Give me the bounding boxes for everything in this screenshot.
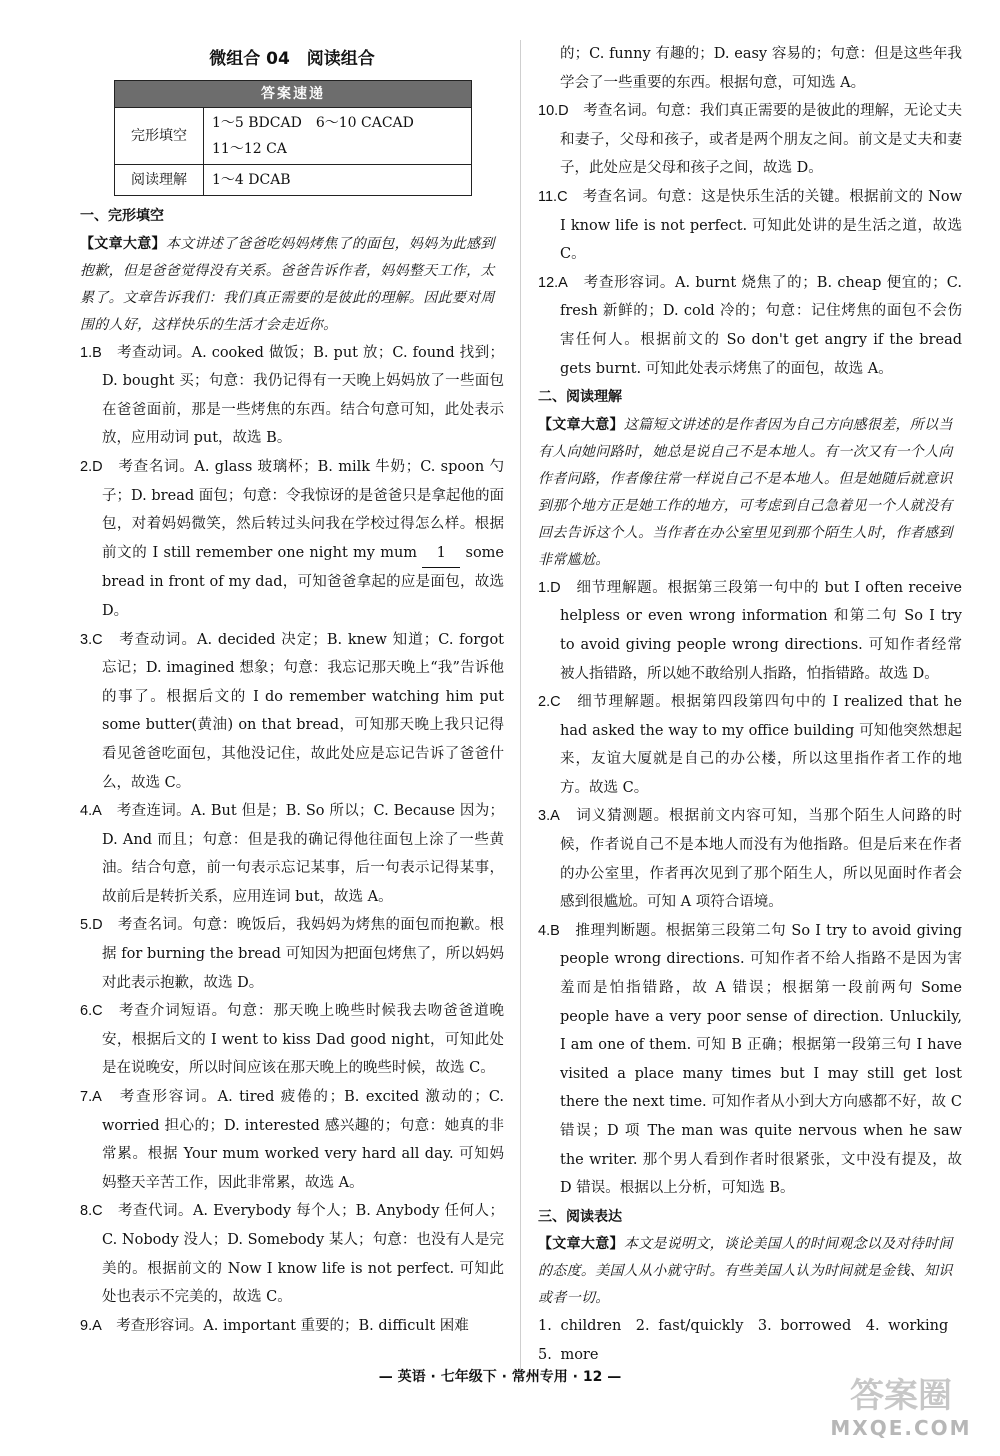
summary-line: 这篇短文讲述的是作者因为自己方向感很差，所: [623, 416, 925, 433]
explanation-item: [80, 997, 504, 1083]
item-number: 6.C: [80, 1003, 103, 1020]
item-text: 考查形容词。A. important 重要的；B. difficult 困难: [116, 1317, 469, 1334]
item-text: some bread in front of my dad，可知爸爸拿起的应是面包，故选 D。: [102, 544, 505, 619]
item-text: 考查形容词。A. burnt 烧焦了的；B. cheap 便宜的；C. fresh 新鲜的；D. cold 冷的；句意：记住烤焦的面包不会伤害任何人。根据前文的 So don't get angry if the bread gets burnt. 可知此处表示烤焦了的面包，故选 A。: [560, 274, 962, 377]
answer-row-cloze: [204, 108, 472, 165]
summary-line: 天工作，太累了。文章告诉我们：我们真正需要的是彼此的: [80, 262, 495, 306]
item-number: 3.A: [538, 808, 560, 825]
item-number: 2.C: [538, 694, 561, 711]
explanation-item: [80, 1197, 504, 1311]
watermark-url: MXQE.COM: [830, 1416, 972, 1440]
summary-tag: 【文章大意】: [80, 235, 166, 252]
explanation-item: [538, 97, 962, 183]
explanation-item: [538, 183, 962, 269]
section-heading-expression: 三、阅读表达: [538, 1208, 622, 1225]
answer-line: 1～4 DCAB: [212, 172, 291, 188]
column-divider: [520, 40, 521, 1380]
blank-number: 1: [422, 539, 460, 569]
explanation-item: [80, 1312, 504, 1341]
explanation-item: [538, 269, 962, 383]
summary-line: 有一个人向作者问路，作者像往常一样说自己不是本地人。: [538, 443, 953, 487]
explanation-item: [80, 453, 504, 626]
item-number: 5.D: [80, 917, 103, 934]
summary-line: 时间的态度。美国人从小就守时。有些美国人认为时间就: [538, 1236, 953, 1280]
answer-line: 1～5 BDCAD 6～10 CACAD: [212, 115, 414, 131]
article-summary-expression: [538, 1231, 962, 1312]
explanation-item: [80, 1083, 504, 1197]
item-text: 考查名词。句意：我们真正需要的是彼此的理解，无论丈夫和妻子，父母和孩子，或者是两个朋友之间。前文是丈夫和妻子，此处应是父母和孩子之间，故选 D。: [560, 103, 963, 177]
summary-line: 感到抱歉，但是爸爸觉得没有关系。爸爸告诉作者，妈妈整: [80, 235, 495, 279]
item-text: 考查名词。句意：这是快乐生活的关键。根据前文的 Now I know life is not perfect. 可知此处讲的是生活之道，故选 C。: [560, 188, 963, 263]
watermark-text: 答案圈: [850, 1376, 952, 1416]
item-number: 4.A: [80, 803, 102, 820]
answer-table-header: 答案速递: [115, 81, 472, 108]
summary-line: 理解。因此要对周围的人好，这样快乐的生活才会走近你。: [80, 289, 495, 333]
item-text: 考查动词。A. cooked 做饭；B. put 放；C. found 找到；D. bought 买；句意：我仍记得有一天晚上妈妈放了一些面包在爸爸面前，那是一些烤焦的东西。结合句意可知，此处表示放，应用动词 put，故选 B。: [102, 344, 504, 447]
item-text: 考查名词。A. glass 玻璃杯；B. milk 牛奶；C. spoon 勺子；D. bread 面包；句意：令我惊讶的是爸爸只是拿起他的面包，对着妈妈微笑，然后转过头问我在学校过得怎么样。根据前文的 I still remember one night my mum: [102, 458, 505, 561]
expression-answers-line: 1. children 2. fast/quickly 3. borrowed 4. working: [538, 1318, 949, 1335]
summary-line: 本文讲述了爸爸吃妈妈烤焦了的面包，妈妈为此: [165, 235, 467, 252]
item-number: 2.D: [80, 458, 103, 475]
item-text: 考查动词。A. decided 决定；B. knew 知道；C. forgot 忘记；D. imagined 想象；句意：我忘记那天晚上“我”告诉他的事了。根据后文的 I do remember watching him put some butter(黄油) on that bread，可知那天晚上我只记得看见爸爸吃面包，其他没记住，故此处应是忘记告诉了爸爸什么，故选 C。: [102, 631, 505, 791]
explanation-continuation: 的；C. funny 有趣的；D. easy 容易的；句意：但是这些年我学会了一些重要的东西。根据句意，可知选 A。: [560, 46, 962, 91]
summary-line: 本文是说明文，谈论美国人的时间观念以及对待: [623, 1236, 925, 1253]
item-text: 细节理解题。根据第四段第四句中的 I realized that he had asked the way to my office building 可知他突然想起来，友谊大厦就是自己的办公楼，所以这里指作者工作的地方。故选 C。: [560, 694, 963, 796]
item-text: 细节理解题。根据第三段第一句中的 but I often receive helpless or even wrong information 和第二句 So I try to avoid giving people wrong directions. 可知作者经常被人指错路，所以她不敢给别人指路，怕指错路。故选 D。: [560, 579, 963, 682]
summary-tag: 【文章大意】: [538, 416, 624, 433]
item-number: 3.C: [80, 631, 103, 648]
item-number: 11.C: [538, 188, 568, 205]
section-heading-reading: 二、阅读理解: [538, 389, 622, 406]
explanation-item: [538, 917, 962, 1203]
explanation-item: [538, 802, 962, 916]
answer-row-label-reading: 阅读理解: [115, 165, 204, 196]
item-text: 词义猜测题。根据前文内容可知，当那个陌生人问路的时候，作者说自己不是本地人而没有为他指路。但是后来在作者的办公室里，作者再次见到了那个陌生人，所以见面时作者会感到很尴尬。可知 A 项符合语境。: [560, 808, 963, 911]
section-heading-cloze: 一、完形填空: [80, 208, 164, 224]
item-number: 1.D: [538, 579, 561, 596]
summary-line: 但是她随后就意识到那个地方正是她工作的地方，可考虑到: [538, 470, 953, 514]
explanation-item: [538, 574, 962, 688]
item-number: 10.D: [538, 103, 569, 120]
item-number: 8.C: [80, 1203, 103, 1220]
summary-line: 自己急着见一个人就没有回去告诉这个人。当作者在办公: [538, 497, 953, 541]
explanation-item: [538, 688, 962, 802]
explanation-item: [80, 626, 504, 798]
item-text: 考查连词。A. But 但是；B. So 所以；C. Because 因为；D. And 而且；句意：但是我的确记得他往面包上涂了一些黄油。结合句意，前一句表示忘记某事，后一句表示记得某事，故前后是转折关系，应用连词 but，故选 A。: [102, 803, 504, 905]
right-column: [538, 40, 962, 1370]
article-summary-reading: [538, 412, 962, 574]
article-summary-cloze: [80, 231, 504, 339]
expression-answers-line: 5. more: [538, 1346, 599, 1363]
summary-line: 以当有人向她问路时，她总是说自己不是本地人。有一次又: [538, 416, 953, 460]
page-footer: — 英语 · 七年级下 · 常州专用 · 12 —: [378, 1369, 622, 1385]
item-number: 1.B: [80, 344, 102, 361]
explanation-item: [80, 339, 504, 453]
page-title: 微组合 04 阅读组合: [209, 49, 375, 69]
item-number: 7.A: [80, 1089, 102, 1106]
left-column: [80, 46, 504, 1340]
item-text: 考查名词。句意：晚饭后，我妈妈为烤焦的面包而抱歉。根据 for burning the bread 可知因为把面包烤焦了，所以妈妈对此表示抱歉，故选 D。: [102, 917, 505, 991]
answer-row-label-cloze: 完形填空: [115, 108, 204, 165]
item-text: 考查代词。A. Everybody 每个人；B. Anybody 任何人；C. Nobody 没人；D. Somebody 某人；句意：也没有人是完美的。根据前文的 Now I know life is not perfect. 可知此处也表示不完美的，故选 C。: [102, 1203, 505, 1306]
item-number: 9.A: [80, 1317, 102, 1334]
item-text: 推理判断题。根据第三段第二句 So I try to avoid giving people wrong directions. 可知作者不给人指路不是因为害羞而是怕指错路，故 A 错误；根据第一段前两句 Some people have a very poor sense of direction. Unluckily, I am one of them. 可知 B 正确；根据第一段第三句 I have visited a place many times but I may still get lost there the next time. 可知作者从小到大方向感都不好，故 C 错误；D 项 The man was quite nervous when he saw the writer. 那个男人看到作者时很紧张，文中没有提及，故 D 错误。根据以上分析，可知选 B。: [560, 922, 963, 1197]
answer-row-reading: [204, 165, 472, 196]
answer-table: [114, 80, 472, 196]
summary-line: 室里见到那个陌生人时，作者感到非常尴尬。: [538, 524, 953, 568]
item-number: 12.A: [538, 274, 568, 291]
watermark-logo: [826, 1376, 976, 1450]
item-number: 4.B: [538, 922, 560, 939]
explanation-item: [80, 911, 504, 997]
answer-line: 11～12 CA: [212, 141, 287, 157]
summary-line: 是金钱、知识或者一切。: [538, 1263, 953, 1307]
item-text: 考查介词短语。句意：那天晚上晚些时候我去吻爸爸道晚安，根据后文的 I went to kiss Dad good night，可知此处是在说晚安，所以时间应该在那天晚上的晚些时候，故选 C。: [102, 1003, 505, 1077]
item-text: 考查形容词。A. tired 疲倦的；B. excited 激动的；C. worried 担心的；D. interested 感兴趣的；句意：她真的非常累。根据 Your mum worked very hard all day. 可知妈妈整天辛苦工作，因此非常累，故选 A。: [102, 1089, 505, 1191]
summary-tag: 【文章大意】: [538, 1236, 624, 1253]
explanation-item: [80, 797, 504, 911]
